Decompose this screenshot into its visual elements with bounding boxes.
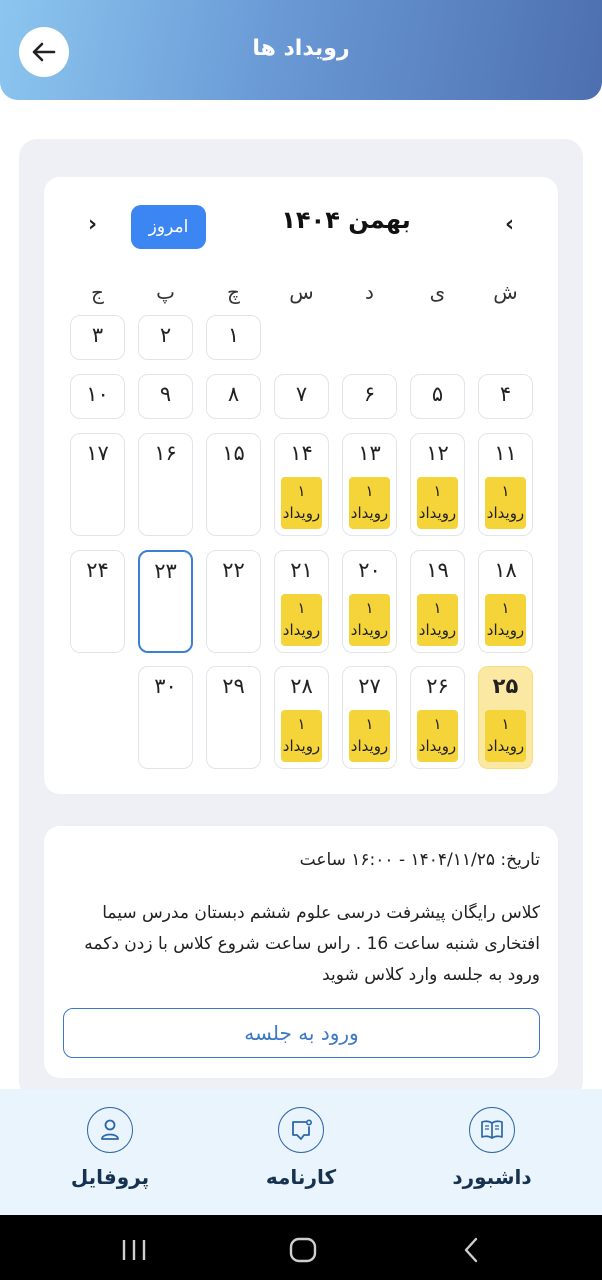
- event-description: کلاس رایگان پیشرفت درسی علوم ششم دبستان مدرس سیما افتخاری شنبه ساعت 16 . راس ساعت شروع کلاس با زدن دکمه ورود به جلسه وارد کلاس شوید: [84, 903, 540, 985]
- calendar-day[interactable]: ۲۰ ۱ رویداد: [342, 550, 397, 653]
- event-date: تاریخ: ۱۴۰۴/۱۱/۲۵ - ۱۶:۰۰ ساعت: [299, 850, 540, 870]
- next-month-button[interactable]: ›: [88, 212, 98, 237]
- month-title: بهمن ۱۴۰۴: [281, 206, 411, 234]
- calendar-day[interactable]: ۱۸ ۱ رویداد: [478, 550, 533, 653]
- calendar-day[interactable]: ۱۳ ۱ رویداد: [342, 433, 397, 536]
- calendar-day[interactable]: ۱۹ ۱ رویداد: [410, 550, 465, 653]
- today-button[interactable]: امروز: [131, 205, 206, 249]
- calendar-day[interactable]: ۱۲ ۱ رویداد: [410, 433, 465, 536]
- event-badge: ۱ رویداد: [349, 710, 390, 762]
- user-icon: [99, 1118, 121, 1142]
- calendar-day[interactable]: ۱: [206, 315, 261, 360]
- calendar-day[interactable]: ۱۴ ۱ رویداد: [274, 433, 329, 536]
- calendar-day[interactable]: ۲۸ ۱ رویداد: [274, 666, 329, 769]
- calendar-day[interactable]: ۲۶ ۱ رویداد: [410, 666, 465, 769]
- calendar-day[interactable]: ۱۷: [70, 433, 125, 536]
- event-badge: ۱ رویداد: [281, 594, 322, 646]
- nav-report[interactable]: کارنامه: [231, 1107, 371, 1189]
- nav-profile[interactable]: پروفایل: [40, 1107, 180, 1189]
- chat-icon: [289, 1118, 313, 1142]
- event-badge: ۱ رویداد: [485, 710, 526, 762]
- calendar-day[interactable]: ۱۰: [70, 374, 125, 419]
- calendar-day[interactable]: ۲۲: [206, 550, 261, 653]
- weekday-label: پ: [156, 280, 175, 304]
- calendar-day-today[interactable]: ۲۳: [138, 550, 193, 653]
- calendar-day[interactable]: ۳۰: [138, 666, 193, 769]
- calendar-day[interactable]: ۶: [342, 374, 397, 419]
- calendar-day[interactable]: ۱۱ ۱ رویداد: [478, 433, 533, 536]
- calendar-day[interactable]: ۸: [206, 374, 261, 419]
- calendar-day[interactable]: ۱۶: [138, 433, 193, 536]
- nav-dashboard[interactable]: داشبورد: [422, 1107, 562, 1189]
- event-badge: ۱ رویداد: [485, 594, 526, 646]
- calendar-day-selected[interactable]: ۲۵ ۱ رویداد: [478, 666, 533, 769]
- event-badge: ۱ رویداد: [349, 594, 390, 646]
- weekday-label: ج: [91, 280, 104, 304]
- event-badge: ۱ رویداد: [417, 477, 458, 529]
- prev-month-button[interactable]: ‹: [505, 212, 515, 237]
- event-card: [44, 826, 558, 1078]
- calendar-day[interactable]: ۵: [410, 374, 465, 419]
- app-header: [0, 0, 602, 100]
- weekday-label: س: [289, 280, 314, 304]
- bottom-nav: [0, 1089, 602, 1215]
- weekday-label: ی: [429, 280, 446, 304]
- weekday-label: چ: [227, 280, 240, 304]
- weekday-label: د: [365, 280, 374, 304]
- event-badge: ۱ رویداد: [417, 710, 458, 762]
- calendar-day[interactable]: ۲۷ ۱ رویداد: [342, 666, 397, 769]
- calendar-day[interactable]: ۲۴: [70, 550, 125, 653]
- join-session-button[interactable]: ورود به جلسه: [63, 1008, 540, 1058]
- calendar-day[interactable]: ۲۹: [206, 666, 261, 769]
- event-badge: ۱ رویداد: [417, 594, 458, 646]
- calendar-day[interactable]: ۹: [138, 374, 193, 419]
- home-icon[interactable]: [289, 1237, 317, 1263]
- weekday-label: ش: [493, 280, 518, 304]
- calendar-day[interactable]: ۱۵: [206, 433, 261, 536]
- event-badge: ۱ رویداد: [281, 477, 322, 529]
- calendar-day[interactable]: ۳: [70, 315, 125, 360]
- system-nav-bar: [0, 1215, 602, 1280]
- event-badge: ۱ رویداد: [349, 477, 390, 529]
- page-title: رویداد ها: [252, 36, 350, 61]
- back-system-icon[interactable]: [462, 1237, 480, 1263]
- book-icon: [480, 1119, 504, 1141]
- calendar-day[interactable]: ۷: [274, 374, 329, 419]
- calendar-day[interactable]: ۴: [478, 374, 533, 419]
- recent-apps-icon[interactable]: [121, 1239, 147, 1261]
- calendar-day[interactable]: ۲: [138, 315, 193, 360]
- event-badge: ۱ رویداد: [281, 710, 322, 762]
- calendar-day[interactable]: ۲۱ ۱ رویداد: [274, 550, 329, 653]
- event-badge: ۱ رویداد: [485, 477, 526, 529]
